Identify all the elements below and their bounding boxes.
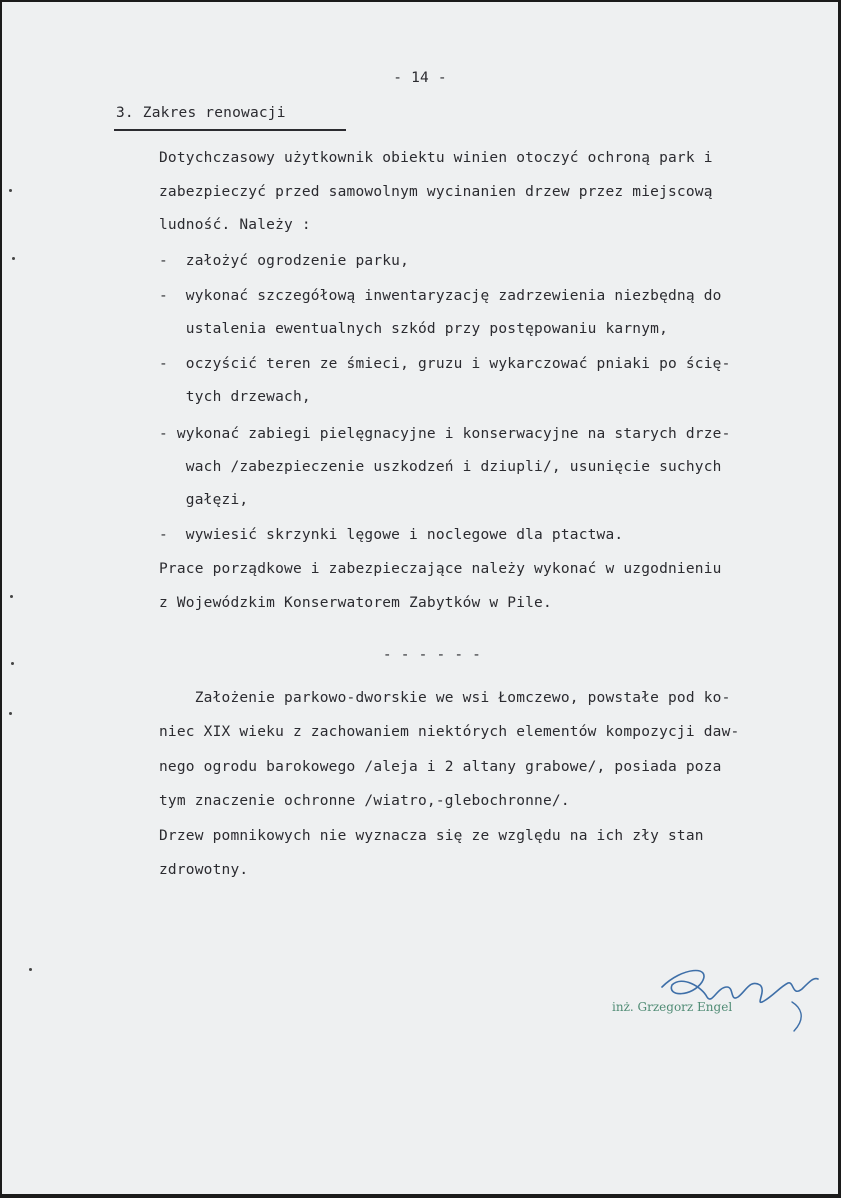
paragraph-line: nego ogrodu barokowego /aleja i 2 altany grabowe/, posiada poza [159, 759, 722, 775]
paragraph-line: Założenie parkowo-dworskie we wsi Łomczewo, powstałe pod ko- [159, 690, 731, 706]
list-item: - wywiesić skrzynki lęgowe i noclegowe dla ptactwa. [159, 527, 624, 543]
list-item: - wykonać zabiegi pielęgnacyjne i konserwacyjne na starych drze- [159, 426, 731, 442]
list-item: - założyć ogrodzenie parku, [159, 253, 410, 269]
list-item: - wykonać szczegółową inwentaryzację zadrzewienia niezbędną do [159, 288, 722, 304]
signature-stamp: inż. Grzegorz Engel [612, 1000, 733, 1014]
margin-mark [9, 712, 12, 715]
margin-mark [11, 662, 14, 665]
body-line: z Wojewódzkim Konserwatorem Zabytków w Pile. [159, 595, 552, 611]
body-line: ludność. Należy : [159, 217, 311, 233]
page-number: - 14 - [393, 70, 447, 86]
margin-mark [29, 968, 32, 971]
list-item-cont: tych drzewach, [159, 389, 311, 405]
document-page [2, 2, 838, 1194]
list-item-cont: gałęzi, [159, 492, 249, 508]
margin-mark [10, 595, 13, 598]
handwritten-signature [642, 957, 838, 1037]
body-line: Dotychczasowy użytkownik obiektu winien otoczyć ochroną park i [159, 150, 713, 166]
list-item-cont: wach /zabezpieczenie uszkodzeń i dziupli/, usunięcie suchych [159, 459, 722, 475]
paragraph-line: tym znaczenie ochronne /wiatro,-glebochronne/. [159, 793, 570, 809]
section-separator: - - - - - - [382, 647, 482, 663]
list-item: - oczyścić teren ze śmieci, gruzu i wykarczować pniaki po ścię- [159, 356, 731, 372]
body-line: Prace porządkowe i zabezpieczające należy wykonać w uzgodnieniu [159, 561, 722, 577]
paragraph-line: niec XIX wieku z zachowaniem niektórych elementów kompozycji daw- [159, 724, 740, 740]
section-heading: 3. Zakres renowacji [116, 105, 286, 121]
body-line: zabezpieczyć przed samowolnym wycinanien drzew przez miejscową [159, 184, 713, 200]
margin-mark [9, 189, 12, 192]
paragraph-line: zdrowotny. [159, 862, 249, 878]
heading-underline [114, 129, 346, 131]
list-item-cont: ustalenia ewentualnych szkód przy postępowaniu karnym, [159, 321, 668, 337]
paragraph-line: Drzew pomnikowych nie wyznacza się ze względu na ich zły stan [159, 828, 704, 844]
margin-mark [12, 257, 15, 260]
